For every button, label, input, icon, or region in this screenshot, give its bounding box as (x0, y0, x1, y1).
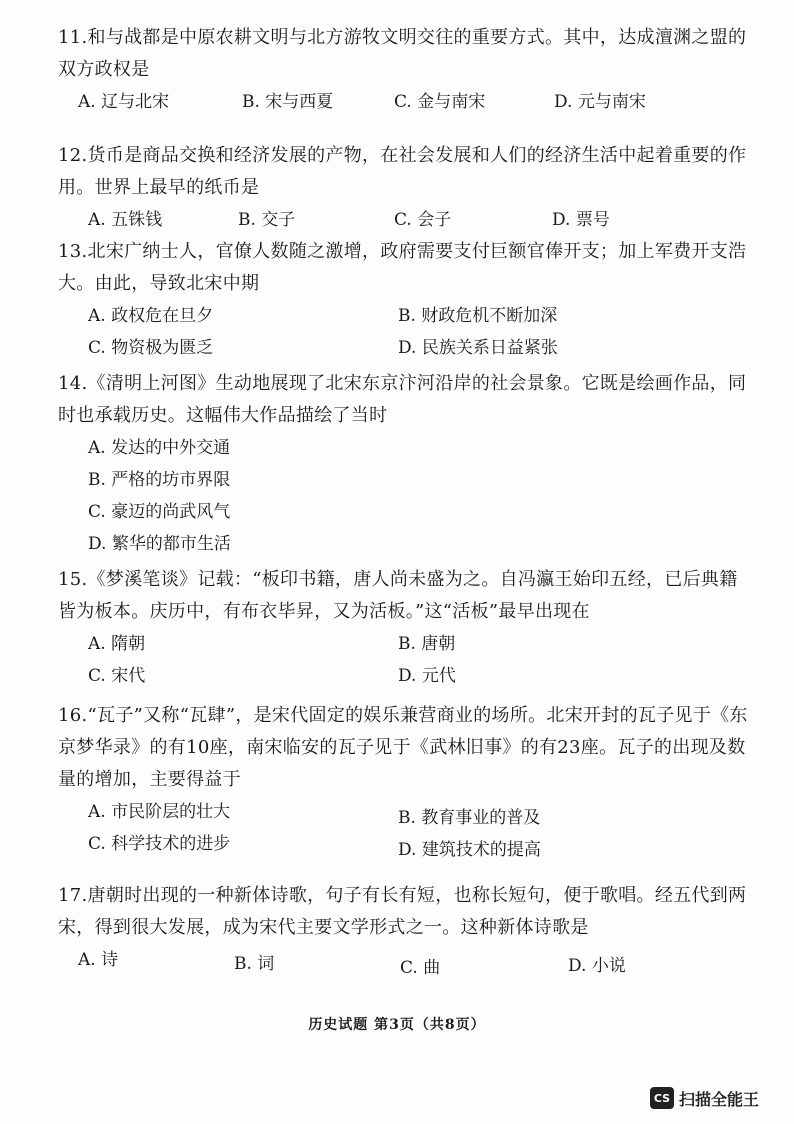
question-17 (58, 880, 748, 976)
option-c: C. 金与南宋 (394, 92, 486, 112)
option-a: A. 辽与北宋 (78, 92, 170, 112)
option-d: D. 票号 (552, 210, 610, 230)
option-c: C. 物资极为匮乏 (88, 338, 214, 358)
options-row (58, 332, 748, 364)
option-d: D. 繁华的都市生活 (88, 534, 231, 554)
question-11 (58, 22, 748, 118)
option-d: D. 小说 (568, 956, 626, 976)
options-row (58, 464, 748, 496)
options-row (58, 660, 748, 692)
option-a: A. 隋朝 (88, 634, 146, 654)
options-row (58, 432, 748, 464)
option-d: D. 元与南宋 (554, 92, 646, 112)
question-15 (58, 564, 748, 692)
option-a: A. 诗 (78, 950, 119, 970)
page-footer: 历史试题 第3页（共8页） (308, 1017, 486, 1033)
question-stem: 11.和与战都是中原农耕文明与北方游牧文明交往的重要方式。其中，达成澶渊之盟的双方政权是 (58, 27, 747, 80)
option-c: C. 科学技术的进步 (88, 834, 231, 854)
option-d: D. 元代 (398, 666, 456, 686)
options-row (58, 944, 748, 976)
option-d: D. 建筑技术的提高 (398, 840, 541, 860)
question-stem: 13.北宋广纳士人，官僚人数随之激增，政府需要支付巨额官俸开支；加上军费开支浩大。由此，导致北宋中期 (58, 241, 747, 294)
option-c: C. 豪迈的尚武风气 (88, 502, 231, 522)
options-row (58, 528, 748, 560)
options-row (58, 628, 748, 660)
options-row (58, 796, 748, 828)
option-b: B. 教育事业的普及 (398, 808, 541, 828)
question-13 (58, 236, 748, 364)
scanner-watermark (650, 1086, 759, 1110)
options-row (58, 496, 748, 528)
question-stem: 15.《梦溪笔谈》记载：“板印书籍，唐人尚未盛为之。自冯瀛王始印五经，已后典籍皆为板本。庆历中，有布衣毕昇，又为活板。”这“活板”最早出现在 (58, 569, 738, 622)
option-b: B. 词 (234, 954, 275, 974)
options-row (58, 828, 748, 860)
question-16 (58, 700, 748, 860)
option-a: A. 五铢钱 (88, 210, 163, 230)
option-b: B. 严格的坊市界限 (88, 470, 231, 490)
question-stem: 16.“瓦子”又称“瓦肆”，是宋代固定的娱乐兼营商业的场所。北宋开封的瓦子见于《东京梦华录》的有10座，南宋临安的瓦子见于《武林旧事》的有23座。瓦子的出现及数量的增加，主要得益于 (58, 705, 748, 790)
camscanner-logo-icon: CS (650, 1087, 674, 1109)
option-c: C. 宋代 (88, 666, 146, 686)
question-stem: 14.《清明上河图》生动地展现了北宋东京汴河沿岸的社会景象。它既是绘画作品，同时也承载历史。这幅伟大作品描绘了当时 (58, 373, 747, 426)
options-row (58, 300, 748, 332)
option-d: D. 民族关系日益紧张 (398, 338, 558, 358)
option-b: B. 财政危机不断加深 (398, 306, 558, 326)
question-stem: 12.货币是商品交换和经济发展的产物，在社会发展和人们的经济生活中起着重要的作用。世界上最早的纸币是 (58, 145, 747, 198)
question-stem: 17.唐朝时出现的一种新体诗歌，句子有长有短，也称长短句，便于歌唱。经五代到两宋，得到很大发展，成为宋代主要文学形式之一。这种新体诗歌是 (58, 885, 747, 938)
question-12 (58, 140, 748, 236)
option-b: B. 交子 (238, 210, 296, 230)
option-b: B. 宋与西夏 (242, 92, 334, 112)
question-14 (58, 368, 748, 560)
option-b: B. 唐朝 (398, 634, 456, 654)
option-c: C. 会子 (394, 210, 452, 230)
watermark-text: 扫描全能王 (679, 1089, 760, 1109)
option-a: A. 发达的中外交通 (88, 438, 231, 458)
options-row (58, 86, 748, 118)
option-c: C. 曲 (400, 958, 441, 978)
options-row (58, 204, 748, 236)
option-a: A. 政权危在旦夕 (88, 306, 214, 326)
option-a: A. 市民阶层的壮大 (88, 802, 231, 822)
